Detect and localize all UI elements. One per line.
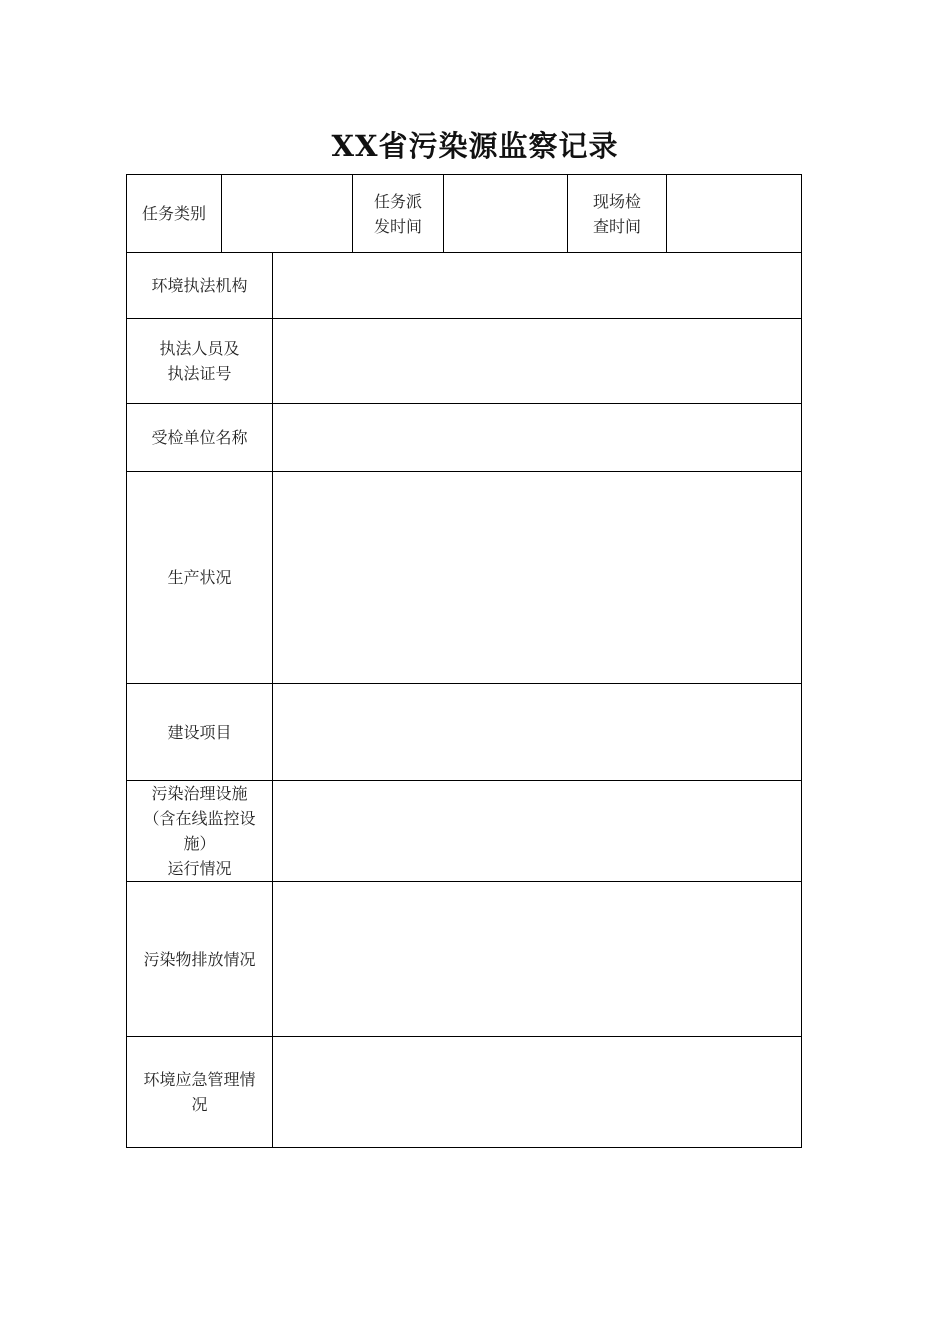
construction-label: 建设项目 — [167, 722, 232, 742]
page-title: XX省污染源监察记录 — [331, 129, 619, 163]
officers-field[interactable] — [273, 319, 801, 403]
inspection-time-label: 现场检 查时间 — [592, 191, 641, 236]
emission-field[interactable] — [273, 882, 801, 1036]
task-type-label: 任务类别 — [141, 204, 206, 223]
construction-field[interactable] — [273, 684, 801, 780]
facilities-field[interactable] — [273, 781, 801, 881]
agency-field[interactable] — [273, 253, 801, 318]
production-field[interactable] — [273, 472, 801, 683]
task-type-field[interactable] — [222, 175, 352, 252]
unit-name-label: 受检单位名称 — [151, 428, 248, 447]
agency-label: 环境执法机构 — [151, 276, 248, 295]
dispatch-time-label: 任务派 发时间 — [373, 191, 422, 236]
officers-label: 执法人员及 执法证号 — [159, 339, 240, 383]
emergency-label: 环境应急管理情 况 — [143, 1070, 256, 1114]
production-label: 生产状况 — [167, 568, 232, 587]
inspection-time-field[interactable] — [667, 175, 801, 252]
unit-name-field[interactable] — [273, 404, 801, 471]
emission-label: 污染物排放情况 — [143, 949, 256, 969]
facilities-label: 污染治理设施 （含在线监控设 施） 运行情况 — [143, 784, 256, 878]
inspection-record-table — [126, 174, 802, 1148]
emergency-field[interactable] — [273, 1037, 801, 1147]
dispatch-time-field[interactable] — [444, 175, 567, 252]
